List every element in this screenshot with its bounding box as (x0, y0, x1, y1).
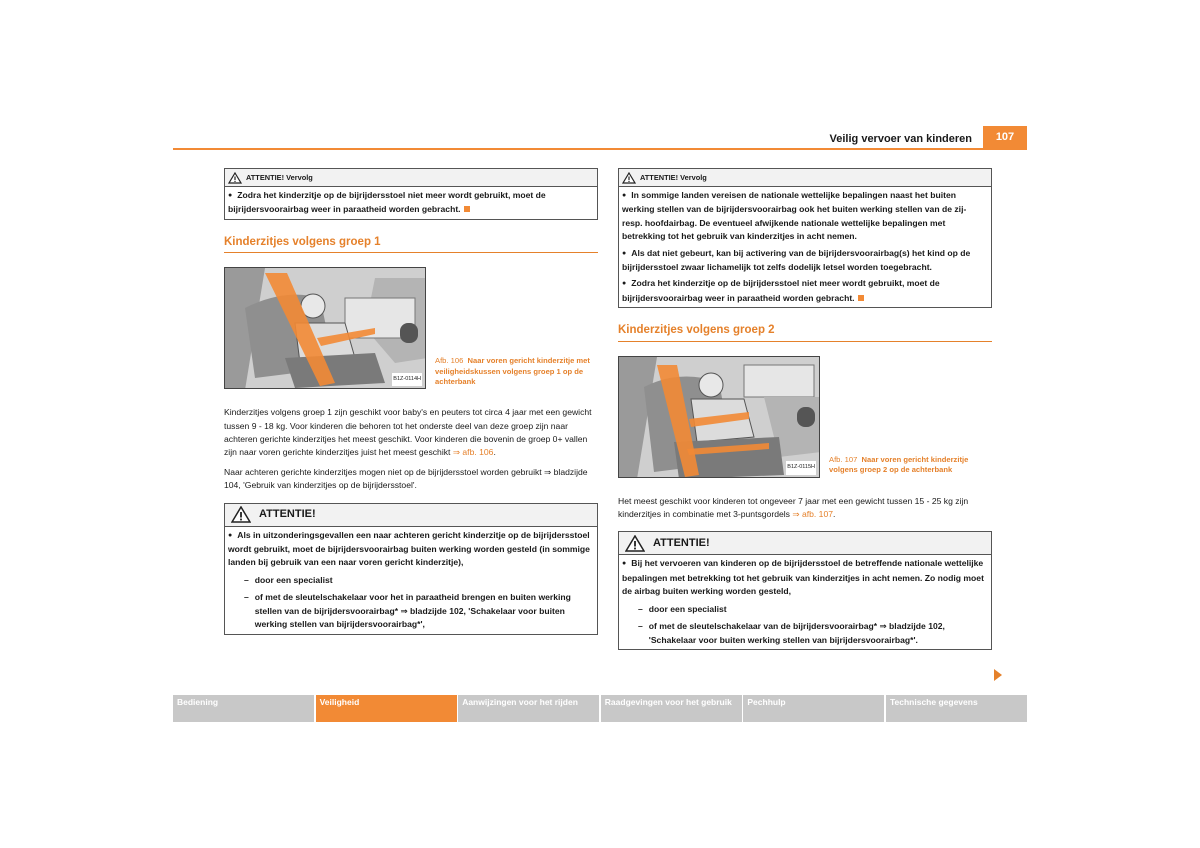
paragraph: Naar achteren gerichte kinderzitjes mogen niet op de bijrijdersstoel worden gebruikt ⇒ bladzijde 104, 'Gebruik van kinderzitjes op de bijrijdersstoel'. (224, 466, 588, 491)
dash-item: – door een specialist (244, 574, 333, 585)
warning-bullet (622, 277, 987, 305)
attention-bullet: ● Als in uitzonderingsgevallen een naar achteren gericht kinderzitje op de bijrijdersstoel wordt gebruikt, moet de bijrijdersvoorairbag buiten werking worden gesteld (in sommige landen bij gebruik van een naar voren gericht kinderzitje), (228, 529, 593, 570)
warning-bullet-text: ● Zodra het kinderzitje op de bijrijdersstoel niet meer wordt gebruikt, moet de bijrijdersvoorairbag weer in paraatheid worden gebracht. (622, 278, 940, 302)
warning-icon (625, 535, 645, 552)
attention-box (224, 503, 598, 635)
dash-item: – door een specialist (638, 603, 727, 614)
warning-icon (622, 172, 636, 184)
paragraph: Kinderzitjes volgens groep 1 zijn geschikt voor baby's en peuters tot circa 4 jaar met een gewicht tussen 9 - 18 kg. Voor kinderen die behoren tot het onderste deel van deze groep zijn naar achteren gerichte kinderzitjes het meest geschikt. Voor kinderen die bovenin de groep 0+ vallen zijn naar voren gerichte kinderzitjes juist het meest geschikt ⇒ afb. 106. (224, 407, 592, 458)
child-seat-group1-illustration (225, 268, 426, 389)
nav-tab-bediening[interactable]: Bediening (173, 695, 314, 722)
left-column (224, 168, 598, 635)
caption-label: Afb. 107 (829, 454, 858, 464)
body-text-left (224, 406, 598, 492)
page-number: 107 (983, 126, 1027, 148)
dash-item-text: door een specialist (648, 603, 727, 614)
attention-bullet: ● Bij het vervoeren van kinderen op de bijrijdersstoel de betreffende nationale wettelijke bepalingen met betrekking tot het gebruik van kinderzitjes in acht nemen. Zo nodig moet de airbag buiten werking worden gesteld, (622, 557, 987, 598)
nav-tab-aanwijzingen[interactable]: Aanwijzingen voor het rijden (458, 695, 599, 722)
warning-continued-box (618, 168, 992, 308)
figure-row (224, 267, 598, 389)
dash-item-text: of met de sleutelschakelaar voor het in paraatheid brengen en buiten werking stellen van de bijrijdersvoorairbag* ⇒ bladzijde 102, 'Schakelaar voor buiten werking stellen van bijrijdersvoorairbag*', (254, 592, 571, 630)
figure-link-107[interactable]: ⇒ afb. 107 (792, 509, 834, 520)
dash-item-text: door een specialist (254, 574, 333, 585)
attention-title: ATTENTIE! (259, 507, 316, 520)
chapter-nav-bar (173, 695, 1027, 722)
caption-label: Afb. 106 (435, 356, 464, 366)
warning-bullet-text: ● Zodra het kinderzitje op de bijrijdersstoel niet meer wordt gebruikt, moet de bijrijdersvoorairbag weer in paraatheid worden gebracht. (228, 190, 546, 214)
figure-link-106[interactable]: ⇒ afb. 106 (452, 447, 494, 458)
body-text-right (618, 495, 992, 522)
figure-row (618, 356, 992, 478)
dash-item: – of met de sleutelschakelaar van de bijrijdersvoorairbag* ⇒ bladzijde 102, 'Schakelaar voor buiten werking stellen van bijrijdersvoorairbag*'. (622, 620, 987, 647)
nav-tab-pechhulp[interactable]: Pechhulp (743, 695, 884, 722)
dash-item-text: of met de sleutelschakelaar van de bijrijdersvoorairbag* ⇒ bladzijde 102, 'Schakelaar voor buiten werking stellen van bijrijdersvoorairbag*'. (648, 621, 945, 645)
warning-continued-box (224, 168, 598, 220)
paragraph: Het meest geschikt voor kinderen tot ongeveer 7 jaar met een gewicht tussen 15 - 25 kg zijn kinderzitjes in combinatie met 3-puntsgordels ⇒ afb. 107. (618, 495, 969, 520)
warning-icon (231, 506, 251, 523)
warning-continued-header (225, 169, 597, 187)
caption-text: Naar voren gericht kinderzitje met veiligheidskussen volgens groep 1 op de achterbank (435, 356, 590, 387)
warning-continued-body (225, 187, 597, 219)
running-header-title: Veilig vervoer van kinderen (829, 133, 972, 145)
dash-item: – of met de sleutelschakelaar voor het in paraatheid brengen en buiten werking stellen van de bijrijdersvoorairbag* ⇒ bladzijde 102, 'Schakelaar voor buiten werking stellen van bijrijdersvoorairbag*', (228, 591, 593, 631)
right-column (618, 168, 992, 650)
warning-icon (228, 172, 242, 184)
attention-box (618, 531, 992, 649)
nav-tab-raadgevingen[interactable]: Raadgevingen voor het gebruik (601, 695, 742, 722)
attention-title: ATTENTIE! (653, 536, 710, 549)
attention-header (619, 532, 991, 555)
figure-caption-107 (829, 455, 991, 476)
section-title-group2: Kinderzitjes volgens groep 2 (618, 324, 992, 341)
figure-code: B1Z-0115H (786, 461, 816, 474)
header-rule (173, 148, 1027, 150)
warning-bullet: ● In sommige landen vereisen de nationale wettelijke bepalingen naast het buiten werking stellen van de bijrijdersvoorairbag ook het buiten werking stellen van de zij- resp. hoofdairbag. De eventueel afwijkende nationale wettelijke bepalingen met betrekking tot het gebruik van kinderzitjes in acht nemen. (622, 189, 987, 244)
nav-tab-technische-gegevens[interactable]: Technische gegevens (886, 695, 1027, 722)
figure-code: B1Z-0114H (392, 373, 422, 386)
warning-continued-body (619, 187, 991, 307)
figure-caption-106 (435, 356, 597, 388)
attention-body (225, 527, 597, 634)
warning-continued-label: ATTENTIE! Vervolg (640, 172, 707, 182)
end-marker-icon (464, 206, 470, 212)
nav-tab-veiligheid[interactable]: Veiligheid (316, 695, 457, 722)
paragraph-text: Kinderzitjes volgens groep 1 zijn geschikt voor baby's en peuters tot circa 4 jaar met een gewicht tussen 9 - 18 kg. Voor kinderen die behoren tot het onderste deel van deze groep zijn naar achteren gerichte kinderzitjes het meest geschikt. Voor kinderen die bovenin de groep 0+ vallen zijn naar voren gerichte kinderzitjes juist het meest geschikt (224, 407, 592, 458)
caption-text: Naar voren gericht kinderzitje volgens groep 2 op de achterbank (829, 454, 969, 475)
child-seat-group2-illustration (619, 357, 820, 478)
attention-body (619, 555, 991, 648)
warning-bullet: ● Als dat niet gebeurt, kan bij activering van de bijrijdersvoorairbag(s) het kind op de bijrijdersstoel zwaar lichamelijk tot zelfs dodelijk letsel worden toegebracht. (622, 247, 987, 275)
next-page-arrow-icon[interactable] (994, 669, 1002, 681)
attention-header (225, 504, 597, 527)
figure-image-106 (224, 267, 426, 389)
end-marker-icon (858, 295, 864, 301)
paragraph-text: Het meest geschikt voor kinderen tot ongeveer 7 jaar met een gewicht tussen 15 - 25 kg zijn kinderzitjes in combinatie met 3-puntsgordels (618, 495, 969, 520)
warning-continued-label: ATTENTIE! Vervolg (246, 172, 313, 182)
figure-image-107 (618, 356, 820, 478)
warning-continued-header (619, 169, 991, 187)
section-title-group1: Kinderzitjes volgens groep 1 (224, 236, 598, 253)
